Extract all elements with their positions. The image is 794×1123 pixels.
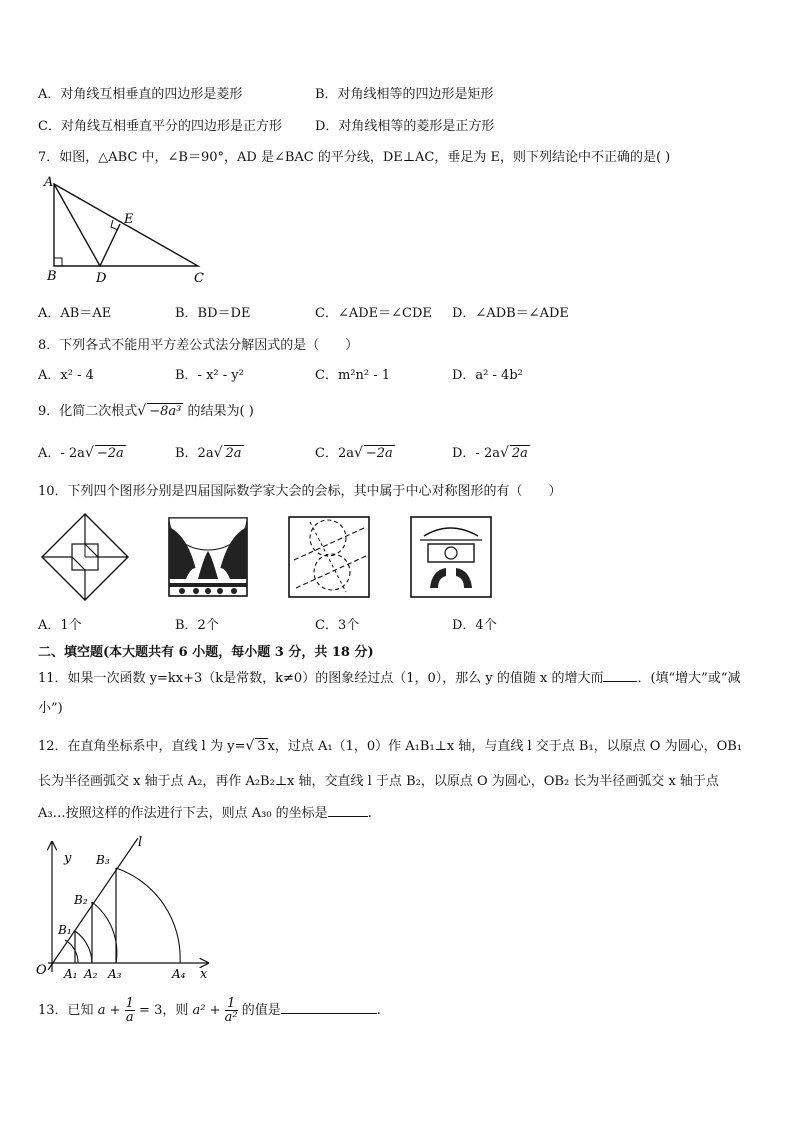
label-A3: A₃	[108, 967, 122, 980]
label-E: E	[124, 212, 134, 227]
q12-coordinate-figure	[34, 832, 224, 980]
q9-c-coef: C．2a	[315, 446, 354, 461]
q9-radicand: −8a³	[149, 404, 182, 419]
label-l: l	[138, 835, 143, 850]
answer-blank	[603, 669, 637, 682]
label-B: B	[47, 269, 57, 284]
q13-text-post: 的值是	[241, 1003, 281, 1018]
q9-d-radicand: 2a	[511, 446, 528, 461]
label-D: D	[96, 271, 107, 286]
q12-radicand: 3	[257, 739, 266, 754]
q6-option-c: C．对角线互相垂直平分的四边形是正方形	[38, 119, 282, 134]
sqrt-sign: √	[353, 445, 363, 461]
emblem-4-pavilion	[410, 516, 492, 598]
q8-option-d: D．a² - 4b²	[452, 368, 523, 383]
q9-a-radicand: −2a	[96, 446, 124, 461]
q9-b-radicand: 2a	[225, 446, 242, 461]
emblem-2-fountain	[168, 517, 248, 597]
label-A: A	[44, 175, 54, 190]
q7-option-c: C．∠ADE＝∠CDE	[315, 306, 432, 321]
q8-option-c: C．m²n² - 1	[315, 368, 390, 383]
q13-fraction-2	[225, 997, 238, 1024]
q10-stem: 10．下列四个图形分别是四届国际数学家大会的会标，其中属于中心对称图形的有（ ）	[38, 484, 562, 499]
q8-option-b: B．- x² - y²	[175, 368, 244, 383]
q6-option-d: D．对角线相等的菱形是正方形	[315, 119, 495, 134]
q10-option-a: A．1个	[38, 618, 82, 633]
q10-option-d: D．4个	[452, 618, 497, 633]
sqrt-sign: √	[84, 445, 94, 461]
q13-text: 13．已知	[38, 1003, 94, 1018]
q8-stem: 8．下列各式不能用平方差公式法分解因式的是（ ）	[38, 338, 359, 353]
q6-option-b: B．对角线相等的四边形是矩形	[315, 87, 494, 102]
label-A1: A₁	[64, 967, 78, 980]
q9-stem-pre: 9．化简二次根式	[38, 404, 138, 419]
label-O: O	[36, 963, 47, 978]
q9-option-a	[38, 442, 126, 461]
q10-option-b: B．2个	[175, 618, 219, 633]
label-y: y	[64, 851, 72, 866]
q12-line2: 长为半径画弧交 x 轴于点 A₂，再作 A₂B₂⊥x 轴，交直线 l 于点 B₂，以原点 O 为圆心，OB₂ 长为半径画弧交 x 轴于点	[38, 774, 719, 789]
q7-option-b: B．BD＝DE	[175, 306, 251, 321]
q12-line1	[38, 735, 742, 754]
q13-var-a-squared: a²	[192, 1003, 206, 1018]
denominator: a	[125, 1010, 134, 1025]
sqrt-sign: √	[213, 445, 223, 461]
denominator: a²	[224, 1010, 238, 1025]
q13-line: 13．已知 a + $\frac{1}{a}$ = 3，则 a² + $\frac{1}{\text{a²}}$ 的值是 .	[38, 996, 381, 1025]
numerator: 1	[125, 996, 134, 1011]
q9-option-c	[315, 442, 395, 461]
q12-text: A₃…按照这样的作法进行下去，则点 A₃₀ 的坐标是	[38, 806, 328, 821]
q6-option-a: A．对角线互相垂直的四边形是菱形	[38, 87, 243, 102]
q13-var-a: a	[97, 1003, 106, 1018]
label-B1: B₁	[58, 923, 72, 937]
q11-text-post: ．(填“增大”或“减	[637, 671, 741, 686]
q9-c-radicand: −2a	[365, 446, 393, 461]
label-B3: B₃	[96, 853, 110, 867]
q11-text: 11．如果一次函数 y=kx+3（k是常数，k≠0）的图象经过点（1，0），那么 y 的值随 x 的增大而	[38, 671, 604, 686]
emblem-3-dashed-circles	[288, 516, 370, 598]
q12-text-end: .	[367, 806, 372, 821]
label-A4: A₄	[172, 967, 186, 980]
q9-option-d	[452, 442, 530, 461]
q7-option-d: D．∠ADB＝∠ADE	[452, 306, 569, 321]
numerator: 1	[225, 997, 238, 1011]
q9-stem-post: 的结果为( )	[187, 404, 254, 419]
sqrt-sign: √	[499, 445, 509, 461]
q13-end: .	[376, 1003, 381, 1018]
sqrt-sign: √	[137, 403, 147, 419]
section-heading-fill-in: 二、填空题(本大题共有 6 小题，每小题 3 分，共 18 分)	[38, 645, 374, 660]
q12-text-post: x，过点 A₁（1，0）作 A₁B₁⊥x 轴，与直线 l 交于点 B₁，以原点 O 为圆心，OB₁	[267, 739, 743, 754]
q9-a-coef: A．- 2a	[38, 446, 85, 461]
label-A2: A₂	[84, 967, 98, 980]
sqrt-sign: √	[245, 738, 255, 754]
q9-d-coef: D．- 2a	[452, 446, 500, 461]
label-x: x	[200, 967, 208, 980]
answer-blank	[281, 1001, 377, 1014]
q11-line2: 小”)	[38, 701, 63, 716]
q9-b-coef: B．2a	[175, 446, 214, 461]
q7-triangle-figure	[38, 174, 218, 286]
q11-line1	[38, 667, 740, 686]
q9-option-b	[175, 442, 244, 461]
q12-text: 12．在直角坐标系中，直线 l 为 y=	[38, 739, 246, 754]
q9-stem	[38, 400, 254, 419]
q7-stem: 7．如图，△ABC 中，∠B＝90°，AD 是∠BAC 的平分线，DE⊥AC，垂足为 E，则下列结论中不正确的是( )	[38, 150, 671, 165]
q12-line3	[38, 802, 372, 821]
emblem-1-pinwheel	[40, 512, 130, 602]
q10-option-c: C．3个	[315, 618, 360, 633]
label-B2: B₂	[74, 893, 88, 907]
q8-option-a: A．x² - 4	[38, 368, 94, 383]
q7-option-a: A．AB＝AE	[38, 306, 112, 321]
label-C: C	[194, 271, 204, 286]
q13-rhs: = 3，则	[139, 1003, 189, 1018]
answer-blank	[328, 804, 368, 817]
q13-fraction-1	[125, 997, 135, 1024]
